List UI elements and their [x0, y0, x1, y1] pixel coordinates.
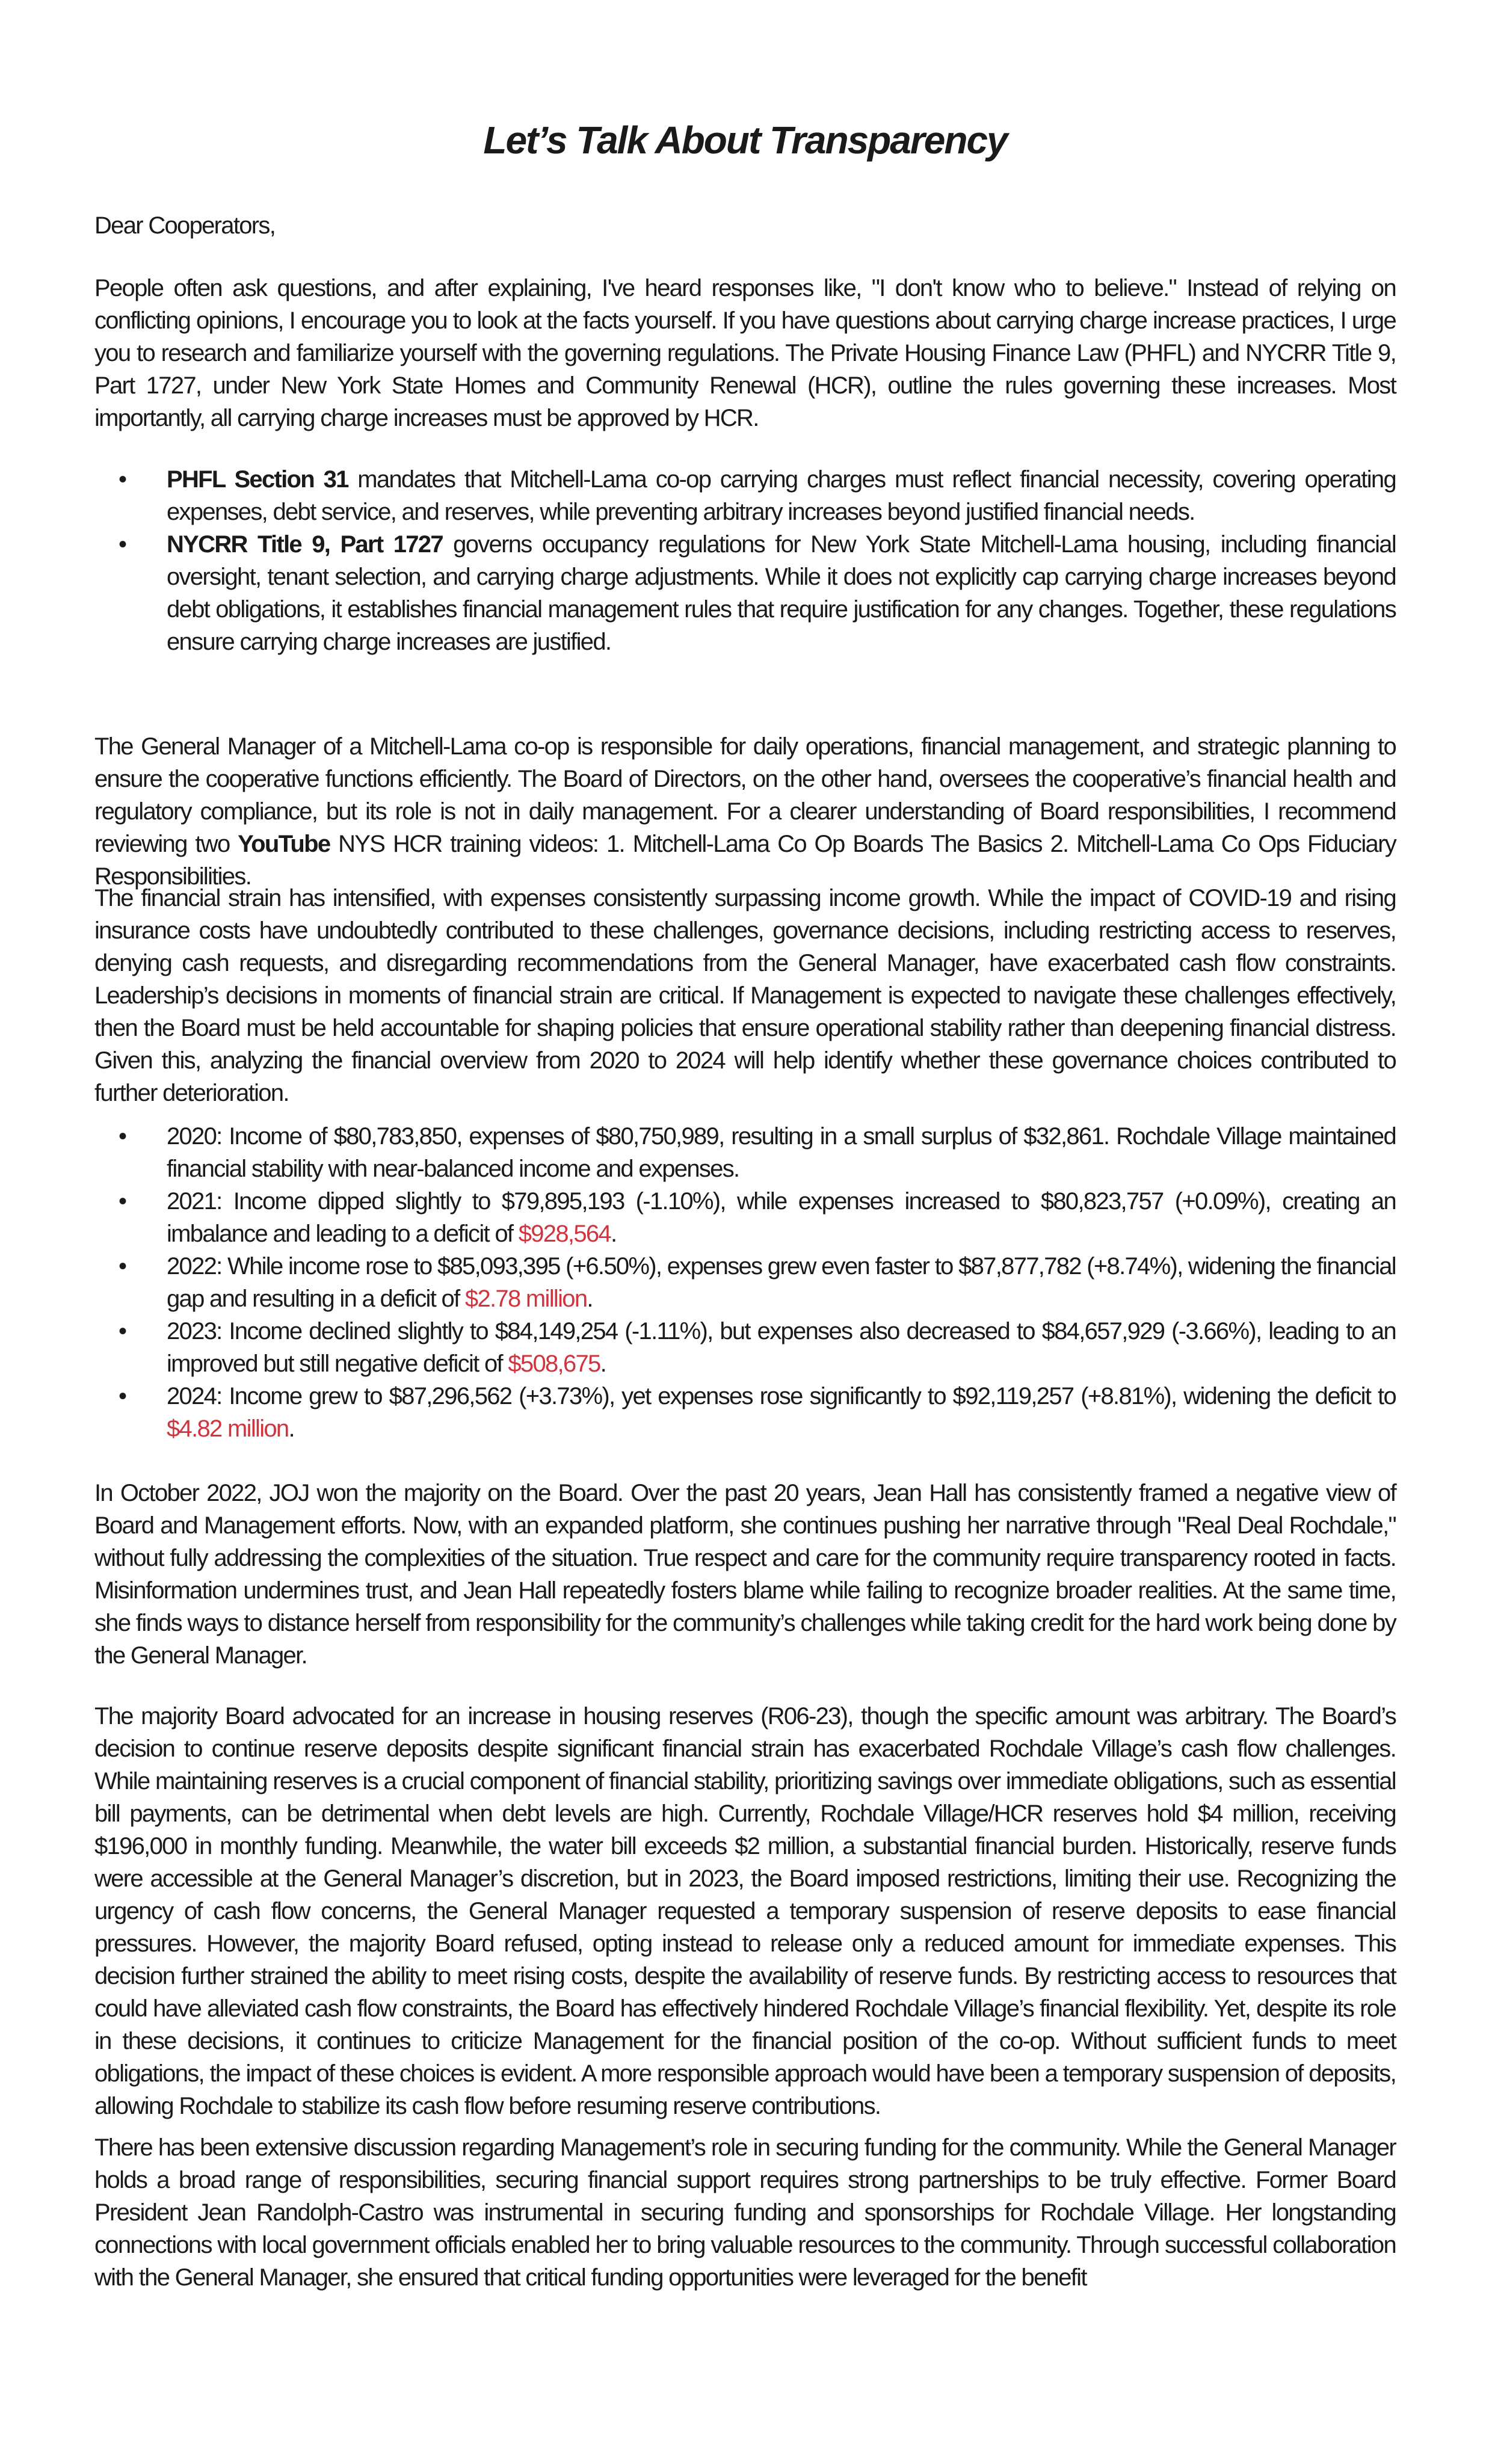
board-majority-paragraph: In October 2022, JOJ won the majority on the Board. Over the past 20 years, Jean Hall has consistently framed a negative view of Board and Management efforts. Now, with an expanded platform, she continues pushing her narrative through "Real Deal Rochdale," without fully addressing the complexities of the situation. True respect and care for the community require transparency rooted in facts. Misinformation undermines trust, and Jean Hall repeatedly fosters blame while failing to recognize broader realities. At the same time, she finds ways to distance herself from responsibility for the community’s challenges while taking credit for the hard work being done by the General Manager. — [94, 1480, 1396, 1669]
text: 2022: While income rose to $85,093,395 (+6.50%), expenses grew even faster to $87,877,782 (+8.74%), widening the financial gap and resulting in a deficit of — [167, 1253, 1396, 1312]
salutation: Dear Cooperators, — [94, 212, 276, 239]
text: . — [288, 1415, 294, 1442]
text: . — [587, 1286, 593, 1312]
list-item-bold: PHFL Section 31 — [167, 466, 348, 493]
financial-strain-paragraph: The financial strain has intensified, with expenses consistently surpassing income growth. While the impact of COVID-19 and rising insurance costs have undoubtedly contributed to these challenges, governance decisions, including restricting access to reserves, denying cash requests, and disregarding recommendations from the General Manager, have exacerbated cash flow constraints. Leadership’s decisions in moments of financial strain are critical. If Management is expected to navigate these challenges effectively, then the Board must be held accountable for shaping policies that ensure operational stability rather than deepening financial distress. Given this, analyzing the financial overview from 2020 to 2024 will help identify whether these governance choices contributed to further deterioration. — [94, 885, 1396, 1106]
text: . — [610, 1221, 617, 1247]
text: NYS HCR training videos: 1. Mitchell-Lama Co Op Boards The Basics 2. Mitchell-Lama Co Ops Fiduciary Responsibilities. — [94, 831, 1396, 890]
list-item-text: mandates that Mitchell-Lama co-op carrying charges must reflect financial necessity, covering operating expenses, debt service, and reserves, while preventing arbitrary increases beyond justified financial needs. — [167, 466, 1396, 525]
text: 2023: Income declined slightly to $84,149,254 (-1.11%), but expenses also decreased to $84,657,929 (-3.66%), leading to an improved but still negative deficit of — [167, 1318, 1396, 1377]
year-item-2020 — [167, 1120, 1396, 1185]
year-item-2023 — [167, 1315, 1396, 1380]
deficit-highlight: $508,675 — [508, 1351, 600, 1377]
list-item-text: governs occupancy regulations for New York State Mitchell-Lama housing, including financial oversight, tenant selection, and carrying charge adjustments. While it does not explicitly cap carrying charge increases beyond debt obligations, it establishes financial management rules that require justification for any changes. Together, these regulations ensure carrying charge increases are justified. — [167, 531, 1396, 655]
text: 2020: Income of $80,783,850, expenses of $80,750,989, resulting in a small surplus of $32,861. Rochdale Village maintained financial stability with near-balanced income and expenses. — [167, 1123, 1396, 1182]
deficit-highlight: $4.82 million — [167, 1415, 289, 1442]
list-item — [167, 463, 1396, 528]
year-item-2022 — [167, 1250, 1396, 1315]
text: 2021: Income dipped slightly to $79,895,193 (-1.10%), while expenses increased to $80,823,757 (+0.09%), creating an imbalance and leading to a deficit of — [167, 1188, 1396, 1247]
deficit-highlight: $2.78 million — [464, 1286, 587, 1312]
year-item-2021 — [167, 1185, 1396, 1250]
intro-paragraph: People often ask questions, and after explaining, I've heard responses like, "I don't know who to believe." Instead of relying on conflicting opinions, I encourage you to look at the facts yourself. If you have questions about carrying charge increase practices, I urge you to research and familiarize yourself with the governing regulations. The Private Housing Finance Law (PHFL) and NYCRR Title 9, Part 1727, under New York State Homes and Community Renewal (HCR), outline the rules governing these increases. Most importantly, all carrying charge increases must be approved by HCR. — [94, 275, 1396, 431]
text: . — [600, 1351, 606, 1377]
year-item-2024 — [167, 1380, 1396, 1445]
roles-paragraph — [94, 730, 1396, 893]
text: The General Manager of a Mitchell-Lama co-op is responsible for daily operations, financial management, and strategic planning to ensure the cooperative functions efficiently. The Board of Directors, on the other hand, oversees the cooperative’s financial health and regulatory compliance, but its role is not in daily management. For a clearer understanding of Board responsibilities, I recommend reviewing two — [94, 733, 1396, 857]
page-title: Let’s Talk About Transparency — [483, 119, 1007, 162]
yearly-financials-list — [94, 1120, 1396, 1445]
list-item — [167, 528, 1396, 658]
deficit-highlight: $928,564 — [518, 1221, 611, 1247]
regulations-list — [94, 463, 1396, 658]
reserves-paragraph: The majority Board advocated for an increase in housing reserves (R06-23), though the specific amount was arbitrary. The Board’s decision to continue reserve deposits despite significant financial strain has exacerbated Rochdale Village’s cash flow challenges. While maintaining reserves is a crucial component of financial stability, prioritizing savings over immediate obligations, such as essential bill payments, can be detrimental when debt levels are high. Currently, Rochdale Village/HCR reserves hold $4 million, receiving $196,000 in monthly funding. Meanwhile, the water bill exceeds $2 million, a substantial financial burden. Historically, reserve funds were accessible at the General Manager’s discretion, but in 2023, the Board imposed restrictions, limiting their use. Recognizing the urgency of cash flow concerns, the General Manager requested a temporary suspension of reserve deposits to ease financial pressures. However, the majority Board refused, opting instead to release only a reduced amount for immediate expenses. This decision further strained the ability to meet rising costs, despite the availability of reserve funds. By restricting access to resources that could have alleviated cash flow constraints, the Board has effectively hindered Rochdale Village’s financial flexibility. Yet, despite its role in these decisions, it continues to criticize Management for the financial position of the co-op. Without sufficient funds to meet obligations, the impact of these choices is evident. A more responsible approach would have been a temporary suspension of deposits, allowing Rochdale to stabilize its cash flow before resuming reserve contributions. — [94, 1703, 1396, 2119]
list-item-bold: NYCRR Title 9, Part 1727 — [167, 531, 443, 558]
youtube-label: YouTube — [238, 831, 330, 857]
funding-paragraph: There has been extensive discussion regarding Management’s role in securing funding for the community. While the General Manager holds a broad range of responsibilities, securing financial support requires strong partnerships to be truly effective. Former Board President Jean Randolph-Castro was instrumental in securing funding and sponsorships for Rochdale Village. Her longstanding connections with local government officials enabled her to bring valuable resources to the community. Through successful collaboration with the General Manager, she ensured that critical funding opportunities were leveraged for the benefit — [94, 2134, 1396, 2291]
text: 2024: Income grew to $87,296,562 (+3.73%), yet expenses rose significantly to $92,119,257 (+8.81%), widening the deficit to — [167, 1383, 1396, 1409]
